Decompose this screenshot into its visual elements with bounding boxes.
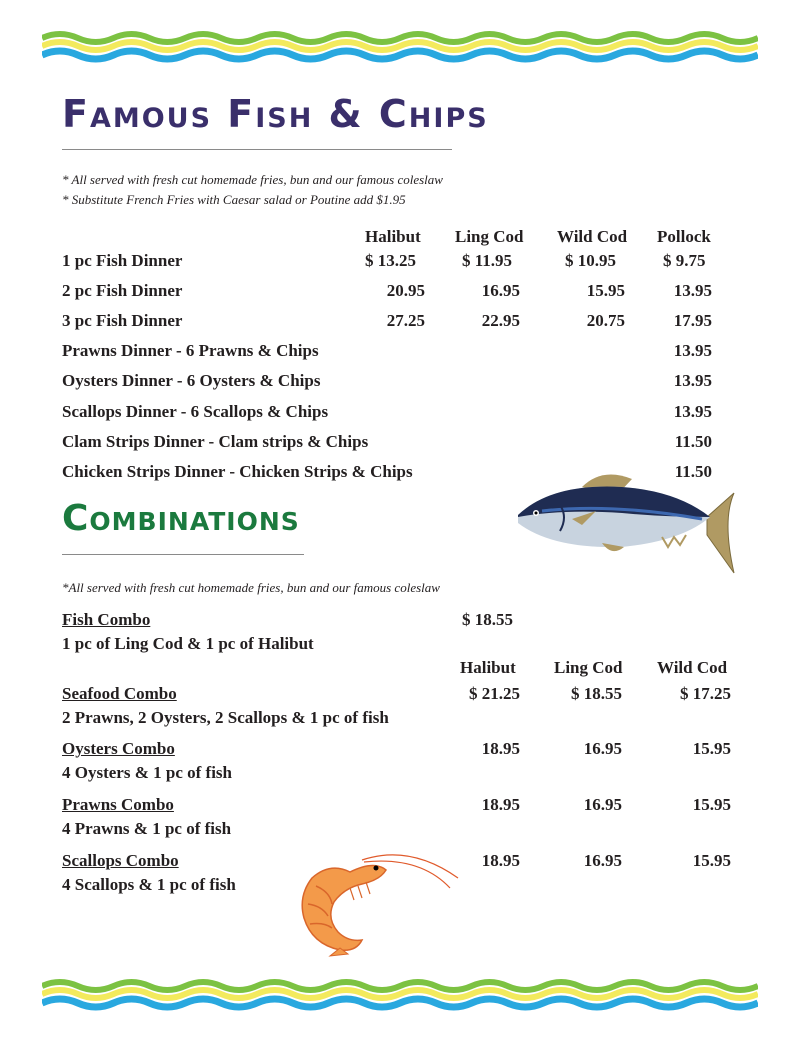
- tuna-fish-illustration: [512, 465, 737, 580]
- combo-price: $ 18.55: [462, 610, 513, 629]
- combo-name: Oysters Combo: [62, 739, 175, 758]
- menu-item-price: 13.95: [673, 341, 712, 360]
- shrimp-illustration: [290, 848, 460, 958]
- menu-item-price: 13.95: [673, 371, 712, 390]
- col-header-wild-cod: Wild Cod: [557, 227, 628, 246]
- combo-name: Fish Combo: [62, 610, 151, 629]
- price-wild-cod: 20.75: [586, 311, 625, 330]
- combinations-title: Combinations: [62, 498, 300, 539]
- price-halibut: $ 13.25: [365, 251, 416, 270]
- combo-price-ling-cod: 16.95: [583, 795, 622, 814]
- menu-item-name: Scallops Dinner - 6 Scallops & Chips: [62, 402, 329, 421]
- menu-item-name: 1 pc Fish Dinner: [62, 251, 183, 270]
- combo-price-wild-cod: 15.95: [692, 851, 731, 870]
- price-halibut: 20.95: [386, 281, 425, 300]
- combinations-divider: [62, 554, 304, 555]
- combo-name: Prawns Combo: [62, 795, 174, 814]
- title-divider: [62, 149, 452, 150]
- page-title: Famous Fish & Chips: [62, 92, 489, 136]
- col-header-halibut: Halibut: [365, 227, 421, 246]
- price-pollock: 13.95: [673, 281, 712, 300]
- combinations-note: *All served with fresh cut homemade fries, bun and our famous coleslaw: [62, 580, 440, 595]
- combo-name: Scallops Combo: [62, 851, 179, 870]
- menu-item-price: 11.50: [674, 432, 712, 451]
- col-header-ling-cod: Ling Cod: [455, 227, 524, 246]
- combo-price-wild-cod: 15.95: [692, 739, 731, 758]
- combo-description: 2 Prawns, 2 Oysters, 2 Scallops & 1 pc of fish: [62, 708, 389, 727]
- combo-description: 1 pc of Ling Cod & 1 pc of Halibut: [62, 634, 314, 653]
- combo-price-ling-cod: 16.95: [583, 851, 622, 870]
- combo-col-wild-cod: Wild Cod: [657, 658, 728, 677]
- combo-description: 4 Prawns & 1 pc of fish: [62, 819, 232, 838]
- combo-description: 4 Scallops & 1 pc of fish: [62, 875, 236, 894]
- price-wild-cod: 15.95: [586, 281, 625, 300]
- menu-item-name: Chicken Strips Dinner - Chicken Strips & Chips: [62, 462, 413, 481]
- menu-item-name: Oysters Dinner - 6 Oysters & Chips: [62, 371, 321, 390]
- combo-description: 4 Oysters & 1 pc of fish: [62, 763, 232, 782]
- combo-price-halibut: 18.95: [481, 795, 520, 814]
- menu-item-name: Clam Strips Dinner - Clam strips & Chips: [62, 432, 369, 451]
- wave-border-top: [42, 30, 758, 66]
- menu-item-price: 11.50: [674, 462, 712, 481]
- menu-item-name: 2 pc Fish Dinner: [62, 281, 183, 300]
- col-header-pollock: Pollock: [657, 227, 711, 246]
- price-pollock: 17.95: [673, 311, 712, 330]
- combo-price-halibut: 18.95: [481, 739, 520, 758]
- served-note: * All served with fresh cut homemade fries, bun and our famous coleslaw: [62, 172, 443, 187]
- combo-price-halibut: 18.95: [481, 851, 520, 870]
- combo-price-ling-cod: 16.95: [583, 739, 622, 758]
- price-ling-cod: 22.95: [481, 311, 520, 330]
- combo-price-ling-cod: $ 18.55: [571, 684, 622, 703]
- menu-item-price: 13.95: [673, 402, 712, 421]
- price-ling-cod: 16.95: [481, 281, 520, 300]
- combo-col-halibut: Halibut: [460, 658, 516, 677]
- price-pollock: $ 9.75: [663, 251, 706, 270]
- substitute-note: * Substitute French Fries with Caesar salad or Poutine add $1.95: [62, 192, 406, 207]
- combo-col-ling-cod: Ling Cod: [554, 658, 623, 677]
- menu-item-name: Prawns Dinner - 6 Prawns & Chips: [62, 341, 319, 360]
- combo-price-wild-cod: $ 17.25: [680, 684, 731, 703]
- combo-name: Seafood Combo: [62, 684, 177, 703]
- combo-price-halibut: $ 21.25: [469, 684, 520, 703]
- combo-price-wild-cod: 15.95: [692, 795, 731, 814]
- menu-item-name: 3 pc Fish Dinner: [62, 311, 183, 330]
- price-wild-cod: $ 10.95: [565, 251, 616, 270]
- wave-border-bottom: [42, 978, 758, 1014]
- price-halibut: 27.25: [386, 311, 425, 330]
- price-ling-cod: $ 11.95: [462, 251, 513, 270]
